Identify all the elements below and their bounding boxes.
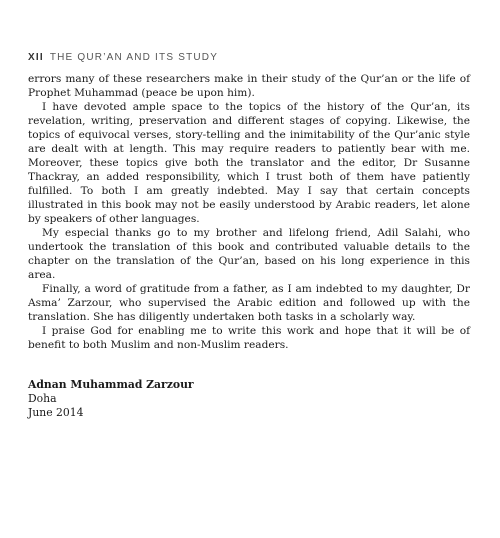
paragraph: I praise God for enabling me to write this work and hope that it will be of benefit to both Muslim and non-Muslim readers. — [28, 325, 470, 351]
author-name: Adnan Muhammad Zarzour — [28, 378, 194, 391]
paragraph: My especial thanks go to my brother and lifelong friend, Adil Salahi, who undertook the translation of this book and contributed valuable details to the chapter on the translation of the Qur’an, based on his long experience in this area. — [28, 227, 470, 281]
paragraph: errors many of these researchers make in their study of the Qur’an or the life of Prophet Muhammad (peace be upon him). — [28, 73, 470, 99]
body-text — [28, 72, 470, 352]
page-number: XII — [28, 52, 44, 63]
running-head — [28, 52, 218, 63]
signature-block — [28, 378, 194, 420]
paragraph: I have devoted ample space to the topics of the history of the Qur’an, its revelation, writing, preservation and different stages of copying. Likewise, the topics of equivocal verses, story-telling and the inimitability of the Qur’anic style are dealt with at length. This may require readers to patiently bear with me. Moreover, these topics give both the translator and the editor, Dr Susanne Thackray, an added responsibility, which I trust both of them have patiently fulfilled. To both I am greatly indebted. May I say that certain concepts illustrated in this book may not be easily understood by Arabic readers, let alone by speakers of other languages. — [28, 101, 470, 225]
running-title: THE QUR’AN AND ITS STUDY — [49, 52, 219, 63]
signature-date: June 2014 — [28, 406, 84, 419]
paragraph: Finally, a word of gratitude from a father, as I am indebted to my daughter, Dr Asma’ Zarzour, who supervised the Arabic edition and followed up with the translation. She has diligently undertaken both tasks in a scholarly way. — [28, 283, 470, 323]
signature-place: Doha — [28, 392, 57, 405]
